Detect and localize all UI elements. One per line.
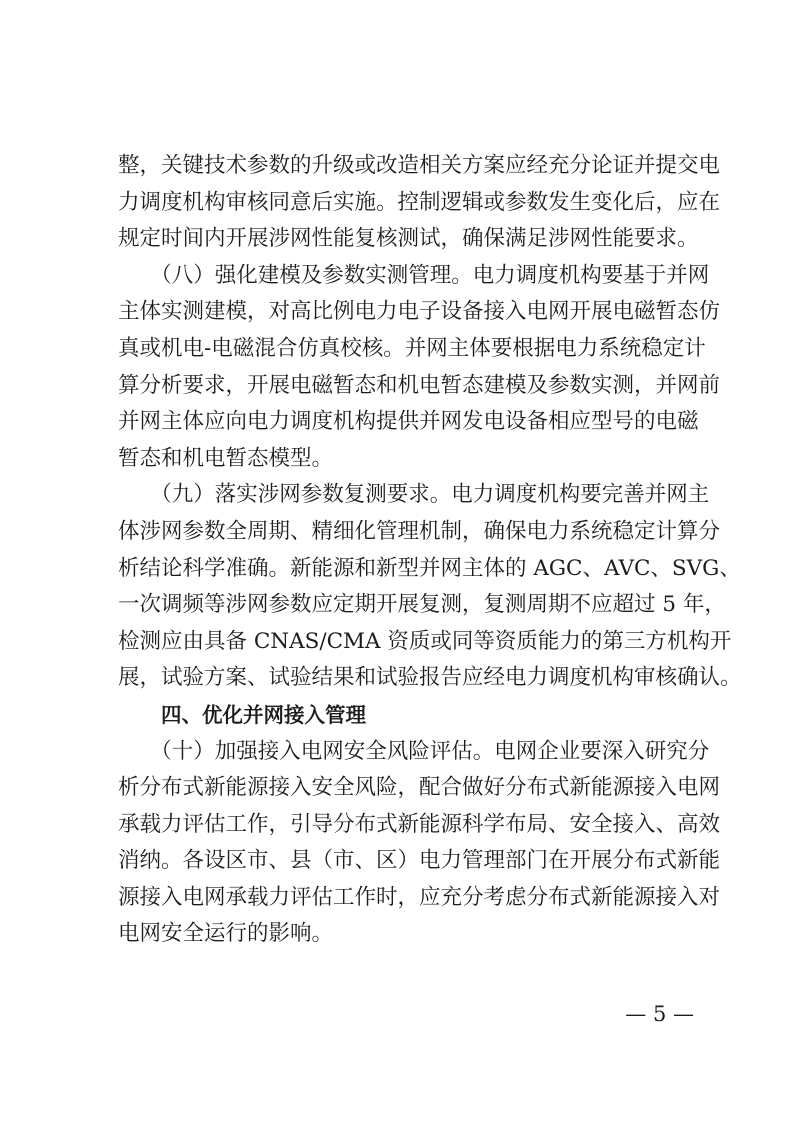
text-line: 整，关键技术参数的升级或改造相关方案应经充分论证并提交电 [118, 153, 721, 178]
text-line: 展，试验方案、试验结果和试验报告应经电力调度机构审核确认。 [118, 665, 742, 691]
text-line: 暂态和机电暂态模型。 [118, 445, 334, 471]
document-body [118, 148, 742, 953]
section-heading: 四、优化并网接入管理 [161, 702, 366, 727]
paragraph-item-9 [118, 477, 742, 697]
text-line: 电网安全运行的影响。 [118, 921, 334, 947]
text-line: （九）落实涉网参数复测要求。电力调度机构要完善并网主 [118, 482, 710, 508]
text-line: 析分布式新能源接入安全风险，配合做好分布式新能源接入电网 [118, 775, 721, 801]
page-number: — 5 — [625, 1002, 694, 1026]
text-line: （十）加强接入电网安全风险评估。电网企业要深入研究分 [118, 738, 710, 764]
text-line: 并网主体应向电力调度机构提供并网发电设备相应型号的电磁 [118, 409, 699, 435]
text-line: 算分析要求，开展电磁暂态和机电暂态建模及参数实测，并网前 [118, 372, 721, 398]
text-line: 规定时间内开展涉网性能复核测试，确保满足涉网性能要求。 [118, 226, 699, 252]
text-line: 检测应由具备 CNAS/CMA 资质或同等资质能力的第三方机构开 [118, 628, 732, 654]
paragraph-continuation [118, 148, 721, 258]
text-line: 源接入电网承载力评估工作时，应充分考虑分布式新能源接入对 [118, 884, 721, 910]
text-line: 力调度机构审核同意后实施。控制逻辑或参数发生变化后，应在 [118, 189, 721, 215]
text-line: 承载力评估工作，引导分布式新能源科学布局、安全接入、高效 [118, 811, 721, 837]
text-line: 真或机电-电磁混合仿真校核。并网主体要根据电力系统稳定计 [118, 335, 706, 361]
text-line: 主体实测建模，对高比例电力电子设备接入电网开展电磁暂态仿 [118, 299, 721, 325]
text-line: 析结论科学准确。新能源和新型并网主体的 AGC、AVC、SVG、 [118, 555, 741, 581]
text-line: 一次调频等涉网参数应定期开展复测，复测周期不应超过 5 年， [118, 592, 726, 618]
text-line: 消纳。各设区市、县（市、区）电力管理部门在开展分布式新能 [118, 848, 721, 874]
text-line: 体涉网参数全周期、精细化管理机制，确保电力系统稳定计算分 [118, 518, 721, 544]
text-line: （八）强化建模及参数实测管理。电力调度机构要基于并网 [118, 262, 710, 288]
paragraph-item-8 [118, 258, 721, 478]
paragraph-item-10 [118, 734, 721, 954]
